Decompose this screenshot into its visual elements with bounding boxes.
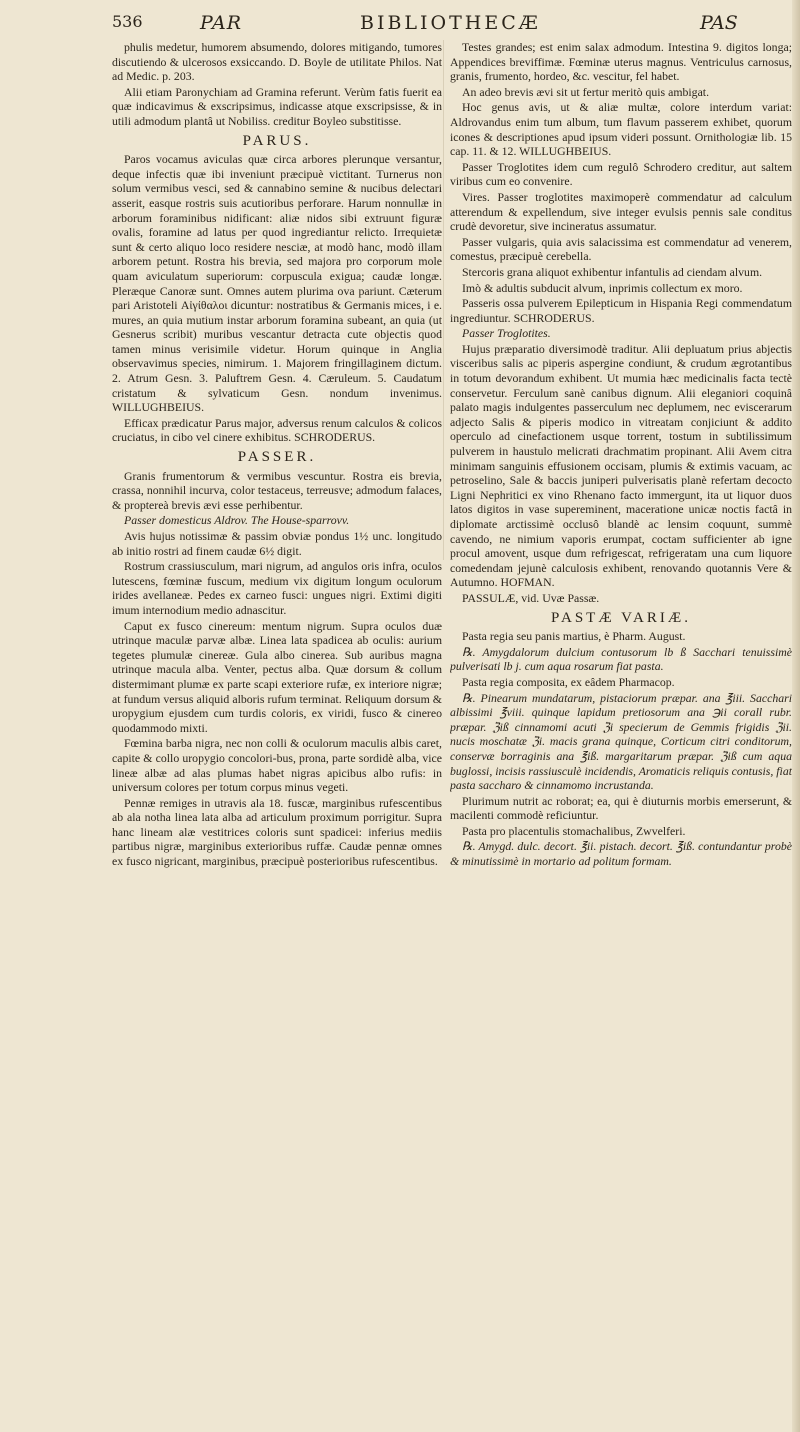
paragraph: Fœmina barba nigra, nec non colli & oculorum maculis albis caret, capite & collo uropygio concolori-bus, prona, parte sordidè alba, vice lineæ albæ ad alas plumas habet nigras apicibus albo rufis: in universum colores per totum corpus minus vegeti. [112, 736, 442, 795]
subheading: Passer domesticus Aldrov. The House-sparrovv. [124, 513, 350, 528]
paragraph: Paros vocamus aviculas quæ circa arbores plerunque versantur, deque infectis quæ ibi inveniunt præcipuè victitant. Turnerus non solum vermibus vesci, sed & cannabino semine & nucibus delectari asserit, easque rostris suis acutioribus perforare. Harum nonnullæ in arborum foraminibus nidificant: aliæ nidos sibi extruunt figuræ ovalis, foramine ad latus per quod ingrediantur relicto. Irrequietæ sunt & certo aliquo loco residere nesciæ, at modò hanc, modò illam arborem petunt. Rostra his brevia, sed majora pro corporum mole quam aviculatum superiorum: corpuscula exigua; caudæ longæ. Pleræque Canoræ sunt. Omnes autem plurima ova pariunt. Cæterum pari Aristoteli Αἰγίθαλοι dicuntur: nostratibus & Germanis mices, i e. mures, an quia mutium instar arborum foramina subeant, an quia (ut Gesnerus scribit) muribus vescantur detracta cute objectis quod tamen minus verisimile videtur. Horum quinque in Anglia observavimus species, nimirum. 1. Majorem fringillaginem dictum. 2. Atrum Gesn. 3. Paluftrem Gesn. 4. Cæruleum. 5. Caudatum cristatum & sylvaticum Gesn. nondum invenimus. WILLUGHBEIUS. [112, 152, 442, 415]
header-left: PAR [200, 12, 243, 34]
paragraph: Hujus præparatio diversimodè traditur. Alii depluatum prius abjectis visceribus salis ac piperis aspergine condiunt, & crudum ægrotantibus in totum devorandum exhibent. Ut mumia hæc medicinalis facta tectè conservetur. Ferculum sanè canibus dignum. Alii eleganiori coquinâ palato magis indulgentes passerculum nec deplumem, nec eviscerarum adjecto Salis & piperis modico in vitreatam conjiciunt & addito operculo ad cinefactionem usque torrent, tostum in subtilissimum pulverem in haustulo melicrati drachmatim propinant. Alii Avem citra minimam sanguinis effusionem occisam, plumis & extimis vacuam, ac petroselino, Sale & baccis juniperi pulverisatis planè refertam decocto Ligni Nephritici ex vino Rhenano facto immergunt, ita ut liquor duos latos digitos in vase supereminent, maceratione unicæ noctis factâ in diplomate arctissimè occlusô blandè ac lensim coquunt, summè cavendo, ne nimium vaporis erumpat, coctam sufficienter ab igne procul amovent, usque dum refrigescat, refrigeratam una cum liquore comedendam jejunè calculosis exhibent, renovando quotannis Vere & Autumno. HOFMAN. [450, 341, 792, 590]
paragraph: Pasta regia composita, ex eâdem Pharmacop. [462, 674, 675, 689]
entry-heading-pastae: PASTÆ VARIÆ. [551, 609, 691, 626]
page-edge [792, 0, 800, 1432]
paragraph: Passeris ossa pulverem Epilepticum in Hispania Regi commendatum ingrediuntur. SCHRODERUS. [450, 296, 792, 325]
running-header [0, 6, 800, 34]
paragraph: Efficax prædicatur Parus major, adversus renum calculos & colicos cruciatus, in cibo vel cinere exhibitus. SCHRODERUS. [112, 415, 442, 445]
right-column [450, 40, 792, 900]
paragraph: Alii etiam Paronychiam ad Gramina referunt. Verùm fatis fuerit ea quæ indicavimus & exscripsimus, indicasse atque exscripsisse, & in utili admodum plantâ ut Nobiliss. creditur Boyleo substitisse. [112, 84, 442, 128]
paragraph: Passer vulgaris, quia avis salacissima est commendatur ad venerem, comestus, præcipuè cerebella. [450, 234, 792, 264]
left-column [112, 40, 442, 900]
entry-heading-parus: PARUS. [242, 132, 312, 149]
recipe: ℞. Amygd. dulc. decort. ℥ii. pistach. decort. ℥iß. contundantur probè & minutissimè in mortario ad politum formam. [450, 839, 792, 869]
paragraph: phulis medetur, humorem absumendo, dolores mitigando, tumores discutiendo & ulcerosos exsiccando. D. Boyle de utilitate Philos. Nat ad Medic. p. 203. [112, 40, 442, 84]
paragraph: Passer Troglotites idem cum regulô Schrodero creditur, aut saltem viribus cum eo convenire. [450, 159, 792, 189]
paragraph: Plurimum nutrit ac roborat; ea, qui è diuturnis morbis emerserunt, & macilenti commodè reficiuntur. [450, 793, 792, 823]
paragraph: Rostrum crassiusculum, mari nigrum, ad angulos oris infra, oculos lutescens, fœminæ fuscum, medium vix digitum longum oculorum irides avellaneæ. Pedes ex carneo fusci: ungues nigri. Extimi digiti imum internodium medio adnascitur. [112, 559, 442, 617]
paragraph: Vires. Passer troglotites maximoperè commendatur ad calculum atterendum & expellendum, sive integer evulsis pennis sale conditus crudè devoretur, sive incineratus assumatur. [450, 189, 792, 234]
entry-heading-passer: PASSER. [237, 449, 317, 466]
header-right: PAS [700, 12, 738, 34]
paragraph: Testes grandes; est enim salax admodum. Intestina 9. digitos longa; Appendices breviffimæ. Fœminæ uterus magnus. Ventriculus carnosus, granis, frumento, hordeo, &c. vescitur, fel habet. [450, 40, 792, 84]
paragraph: Imò & adultis subducit alvum, inprimis collectum ex moro. [462, 280, 743, 295]
header-center: BIBLIOTHECÆ [360, 12, 541, 34]
paragraph: Granis frumentorum & vermibus vescuntur. Rostra eis brevia, crassa, nonnihil incurva, color testaceus, terreusve; admodum falaces, & proptereà brevis ævi esse perhibentur. [112, 468, 442, 512]
paragraph: Stercoris grana aliquot exhibentur infantulis ad ciendam alvum. [462, 264, 763, 279]
paragraph: Hoc genus avis, ut & aliæ multæ, colore interdum variat: Aldrovandus enim tum album, tum flavum passerem exhibet, quorum icones & descriptiones apud ipsum videri possunt. Ornithologiæ lib. 15 cap. 11. & 12. WILLUGHBEIUS. [450, 100, 792, 159]
recipe: ℞. Pinearum mundatarum, pistaciorum præpar. ana ℥iii. Sacchari albissimi ℥viii. quinque lapidum pretiosorum ana ℈ii corall rubr. præpar. ℨiß cinnamomi acuti ℨi specierum de Gemmis frigidis ℨii. nucis moschatæ ℨi. macis grana quinque, Corticum citri conditorum, conservæ borraginis ana ℥iß. margaritarum præpar. ℨiß cum aqua buglossi, incisis rassiusculè incidendis, Aromaticis reliquis contusis, fiat pasta saccharo & cinnamomo incrustanda. [450, 690, 792, 793]
recipe: ℞. Amygdalorum dulcium contusorum lb ß Sacchari tenuissimè pulverisati lb j. cum aqua rosarum fiat pasta. [450, 644, 792, 674]
paragraph: Caput ex fusco cinereum: mentum nigrum. Supra oculos duæ utrinque maculæ parvæ albæ. Linea lata spadicea ab oculis: aurium tegetes plumulæ cinereæ. Gula albo cinerea. Sub auribus magna utrinque macula alba. Venter, pectus alba. Quæ dorsum & collum distermimant plumæ ex parte scapi exteriore rufæ, ex interiore nigræ; at fundum versus aliquid alboris rufum terminat. Reliquum dorsum & uropygium ejusdem cum turdis coloris, ex viridi, fusco & cinereo quodammodo mixti. [112, 618, 442, 735]
page-number: 536 [112, 12, 143, 31]
column-gutter [443, 40, 444, 560]
paragraph: An adeo brevis ævi sit ut fertur meritò quis ambigat. [462, 84, 710, 99]
paragraph: Pasta regia seu panis martius, è Pharm. August. [462, 629, 686, 644]
subheading: Passer Troglotites. [462, 326, 551, 341]
paragraph: Pasta pro placentulis stomachalibus, Zwvelferi. [462, 823, 686, 838]
paragraph: Avis hujus notissimæ & passim obviæ pondus 1½ unc. longitudo ab initio rostri ad finem caudæ 6½ digit. [112, 529, 442, 558]
paragraph: Pennæ remiges in utravis ala 18. fuscæ, marginibus rufescentibus ab ala notha linea lata alba ad articulum proximum porrigitur. Supra hanc lineam alæ vestitrices coloris sunt spadicei: inferius mediis partibus nigræ, marginibus exterioribus ruffæ. Caudæ pennæ omnes ex fusco nigricant, marginibus, præcipuè posterioribus rufescentibus. [112, 795, 442, 869]
paragraph: PASSULÆ, vid. Uvæ Passæ. [462, 590, 600, 605]
